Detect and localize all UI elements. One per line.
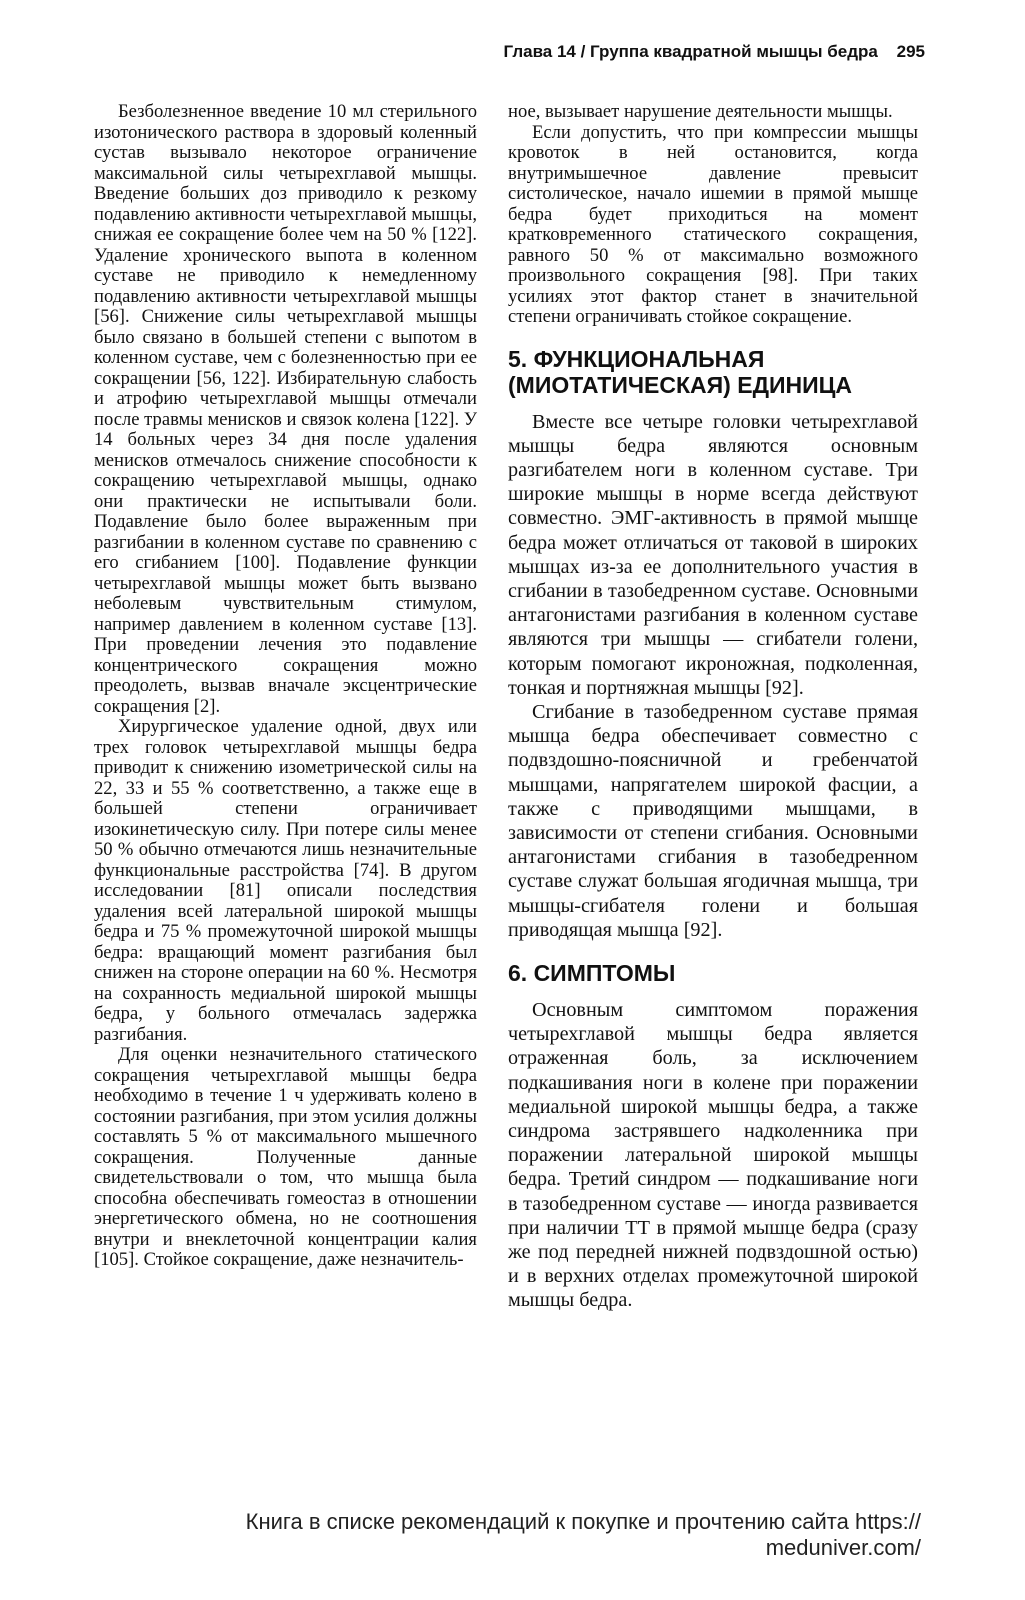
paragraph: Вместе все четыре головки четырехглавой мышцы бедра являются основным разгибателем ноги в коленном суставе. Три широкие мышцы в норме всегда действуют совместно. ЭМГ-активность в прямой мышце бедра может отличаться от таковой в широких мышцах из-за ее дополнительного участия в сгибании в тазобедренном суставе. Основными антагонистами разгибания в коленном суставе являются три мышцы — сгибатели голени, которым помогают икроножная, подколенная, тонкая и портняжная мышцы [92]. [508, 410, 918, 699]
paragraph: Для оценки незначительного статического сокращения четырехглавой мышцы бедра необходимо в течение 1 ч удерживать колено в состоянии разгибания, при этом усилия должны составлять 5 % от максимального мышечного сокращения. Полученные данные свидетельствовали о том, что мышца была способна обеспечивать гомеостаз в отношении энергетического обмена, но не соотношения внутри и внеклеточной концентрации калия [105]. Стойкое сокращение, даже незначитель- [94, 1044, 477, 1270]
chapter-title: Глава 14 / Группа квадратной мышцы бедра [503, 42, 878, 61]
page-number: 295 [896, 42, 925, 61]
running-header [455, 42, 925, 62]
section-heading-6: 6. СИМПТОМЫ [508, 959, 676, 986]
paragraph: Основным симптомом поражения четырехглавой мышцы бедра является отраженная боль, за исключением подкашивания ноги в колене при поражении медиальной широкой мышцы бедра, а также синдрома застрявшего надколенника при поражении латеральной широкой мышцы бедра. Третий синдром — подкашивание ноги в тазобедренном суставе — иногда развивается при наличии ТТ в прямой мышце бедра (сразу же под передней нижней подвздошной остью) и в верхних отделах промежуточной широкой мышцы бедра. [508, 998, 918, 1312]
paragraph: Хирургическое удаление одной, двух или трех головок четырехглавой мышцы бедра приводит к снижению изометрической силы на 22, 33 и 55 % соответственно, а также еще в большей степени ограничивает изокинетическую силу. При потере силы менее 50 % обычно отмечаются лишь незначительные функциональные расстройства [74]. В другом исследовании [81] описали последствия удаления всей латеральной широкой мышцы бедра и 75 % промежуточной широкой мышцы бедра: вращающий момент разгибания был снижен на стороне операции на 60 %. Несмотря на сохранность медиальной широкой мышцы бедра, у больного отмечалась задержка разгибания. [94, 716, 477, 1045]
footer-recommendation-text: Книга в списке рекомендаций к покупке и прочтению сайта https:// [245, 1509, 921, 1534]
section-heading-5: 5. ФУНКЦИОНАЛЬНАЯ (МИОТАТИЧЕСКАЯ) ЕДИНИЦА [508, 345, 853, 398]
right-column [508, 102, 918, 1313]
paragraph-continuation: ное, вызывает нарушение деятельности мышцы. [508, 101, 893, 122]
paragraph: Сгибание в тазобедренном суставе прямая мышца бедра обеспечивает совместно с подвздошно-поясничной и гребенчатой мышцами, напрягателем широкой фасции, а также с приводящими мышцами, в зависимости от степени сгибания. Основными антагонистами сгибания в тазобедренном суставе служат большая ягодичная мышца, три мышцы-сгибателя голени и большая приводящая мышца [92]. [508, 700, 918, 941]
footer-watermark [161, 1509, 921, 1561]
paragraph: Безболезненное введение 10 мл стерильного изотонического раствора в здоровый коленный сустав вызывало некоторое ограничение максимальной силы четырехглавой мышцы. Введение больших доз приводило к резкому подавлению активности четырехглавой мышцы, снижая ее сокращение более чем на 50 % [122]. Удаление хронического выпота в коленном суставе не приводило к немедленному подавлению активности четырехглавой мышцы [56]. Снижение силы четырехглавой мышцы было связано в большей степени с выпотом в коленном суставе, чем с болезненностью при ее сокращении [56, 122]. Избирательную слабость и атрофию четырехглавой мышцы отмечали после травмы менисков и связок колена [122]. У 14 больных через 34 дня после удаления менисков отмечалось снижение способности к сокращению четырехглавой мышцы, однако они практически не испытывали боли. Подавление было более выраженным при разгибании в коленном суставе по сравнению с его сгибанием [100]. Подавление функции четырехглавой мышцы может быть вызвано неболевым чувствительным стимулом, например давлением в коленном суставе [13]. При проведении лечения это подавление концентрического сокращения можно преодолеть, вызвав вначале эксцентрические сокращения [2]. [94, 101, 477, 717]
paragraph: Если допустить, что при компрессии мышцы кровоток в ней остановится, когда внутримышечное давление превысит систолическое, начало ишемии в прямой мышце бедра будет приходиться на момент кратковременного статического сокращения, равного 50 % от максимально возможного произвольного сокращения [98]. При таких усилиях этот фактор станет в значительной степени ограничивать стойкое сокращение. [508, 121, 918, 327]
left-column [94, 102, 477, 1271]
footer-site-link[interactable]: meduniver.com/ [765, 1535, 921, 1560]
